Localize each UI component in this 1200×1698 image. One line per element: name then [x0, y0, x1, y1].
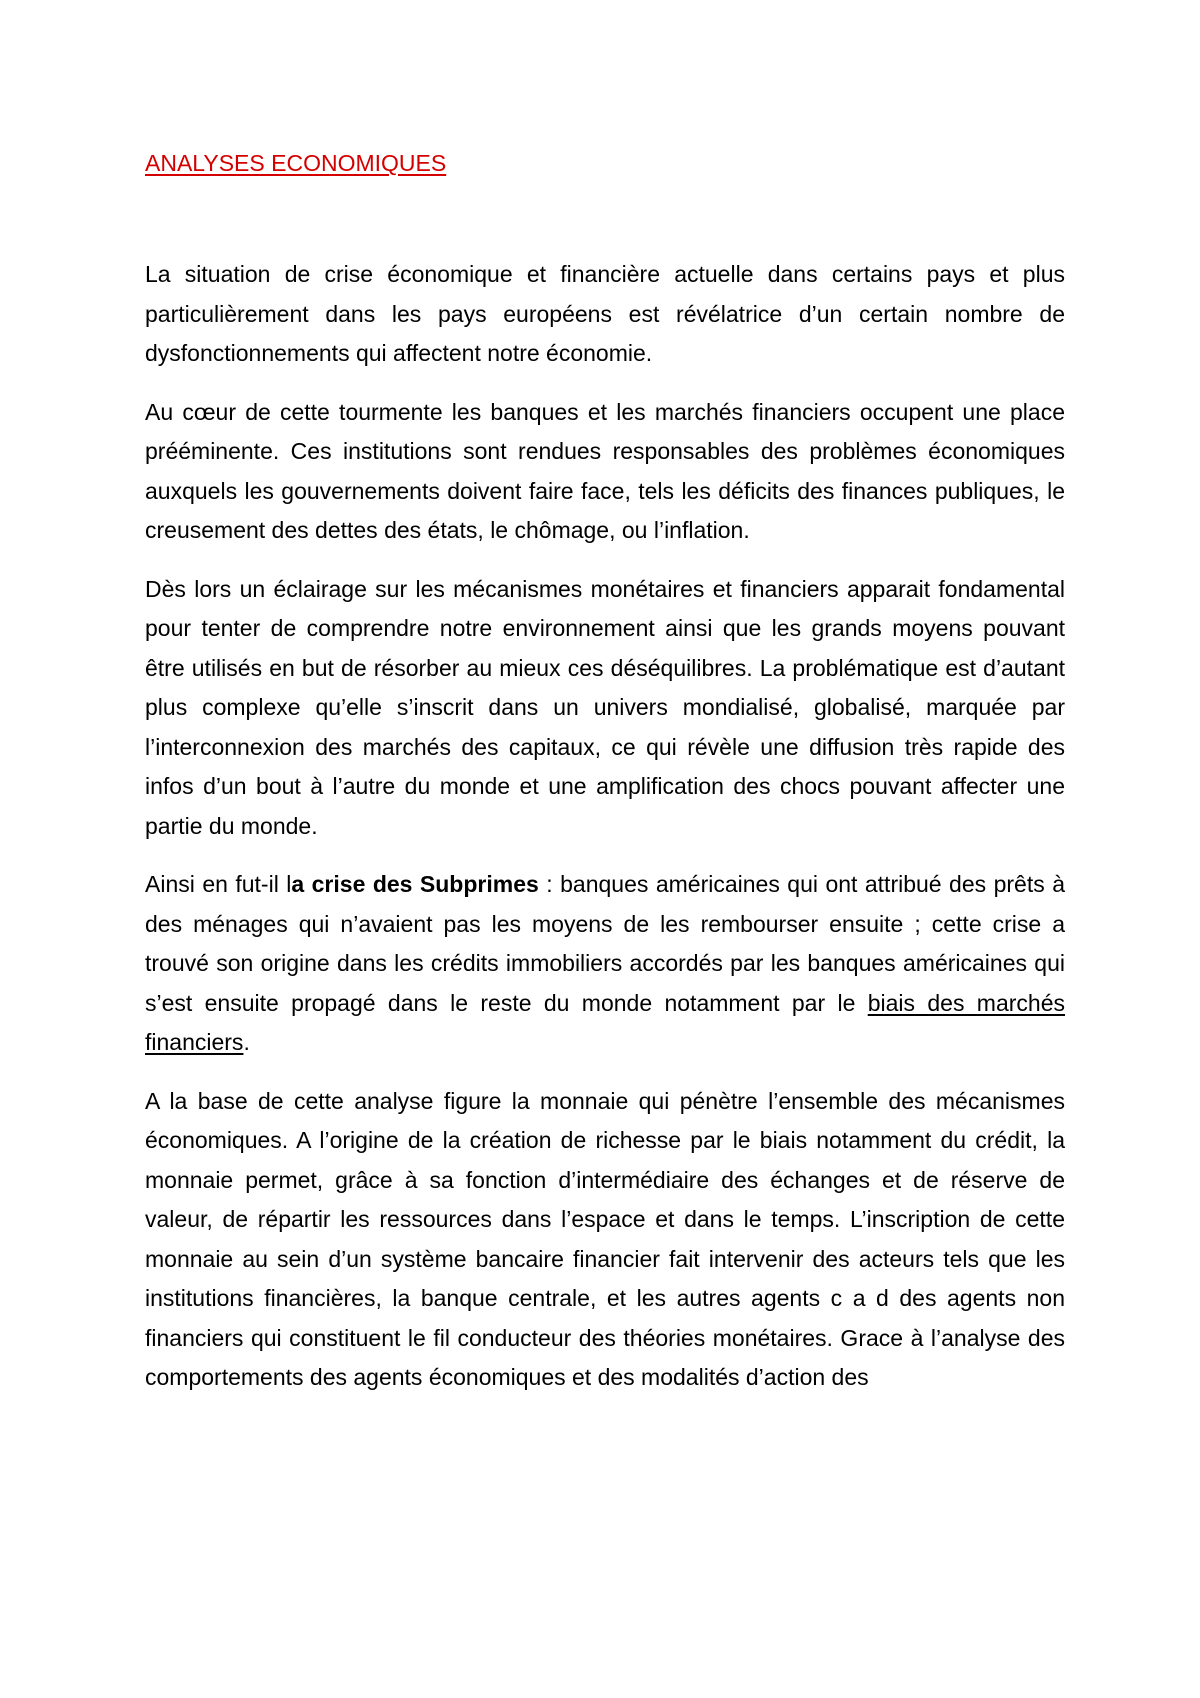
paragraph-1: La situation de crise économique et financière actuelle dans certains pays et plus particulièrement dans les pays européens est révélatrice d’un certain nombre de dysfonctionnements qui affectent notre économie.	[145, 261, 1065, 366]
paragraph-3: Dès lors un éclairage sur les mécanismes monétaires et financiers apparait fondamental pour tenter de comprendre notre environnement ainsi que les grands moyens pouvant être utilisés en but de résorber au mieux ces déséquilibres. La problématique est d’autant plus complexe qu’elle s’inscrit dans un univers mondialisé, globalisé, marquée par l’interconnexion des marchés des capitaux, ce qui révèle une diffusion très rapide des infos d’un bout à l’autre du monde et une amplification des chocs pouvant affecter une partie du monde.	[145, 575, 1065, 839]
document-body	[145, 148, 1065, 1417]
paragraph-5: A la base de cette analyse figure la monnaie qui pénètre l’ensemble des mécanismes économiques. A l’origine de la création de richesse par le biais notamment du crédit, la monnaie permet, grâce à sa fonction d’intermédiaire des échanges et de réserve de valeur, de répartir les ressources dans l’espace et dans le temps. L’inscription de cette monnaie au sein d’un système bancaire financier fait intervenir des acteurs tels que les institutions financières, la banque centrale, et les autres agents c a d des agents non financiers qui constituent le fil conducteur des théories monétaires. Grace à l’analyse des comportements des agents économiques et des modalités d’action des	[145, 1087, 1065, 1390]
paragraph-4	[145, 865, 1065, 1063]
paragraph-4-end: .	[243, 1029, 250, 1055]
financial-markets-underlined-text: biais des marchés financiers	[145, 989, 1065, 1055]
paragraph-4-middle: : banques américaines qui ont attribué des prêts à des ménages qui n’avaient pas les moyens de les rembourser ensuite ; cette crise a trouvé son origine dans les crédits immobiliers accordés par les banques américaines qui s’est ensuite propagé dans le reste du monde notamment par le	[145, 871, 1065, 1016]
paragraph-4-lead: Ainsi en fut-il l	[145, 871, 292, 897]
subprimes-bold-text: a crise des Subprimes	[291, 871, 539, 897]
paragraph-2: Au cœur de cette tourmente les banques et les marchés financiers occupent une place prééminente. Ces institutions sont rendues responsables des problèmes économiques auxquels les gouvernements doivent faire face, tels les déficits des finances publiques, le creusement des dettes des états, le chômage, ou l’inflation.	[145, 398, 1065, 543]
document-title: ANALYSES ECONOMIQUES	[145, 150, 447, 176]
